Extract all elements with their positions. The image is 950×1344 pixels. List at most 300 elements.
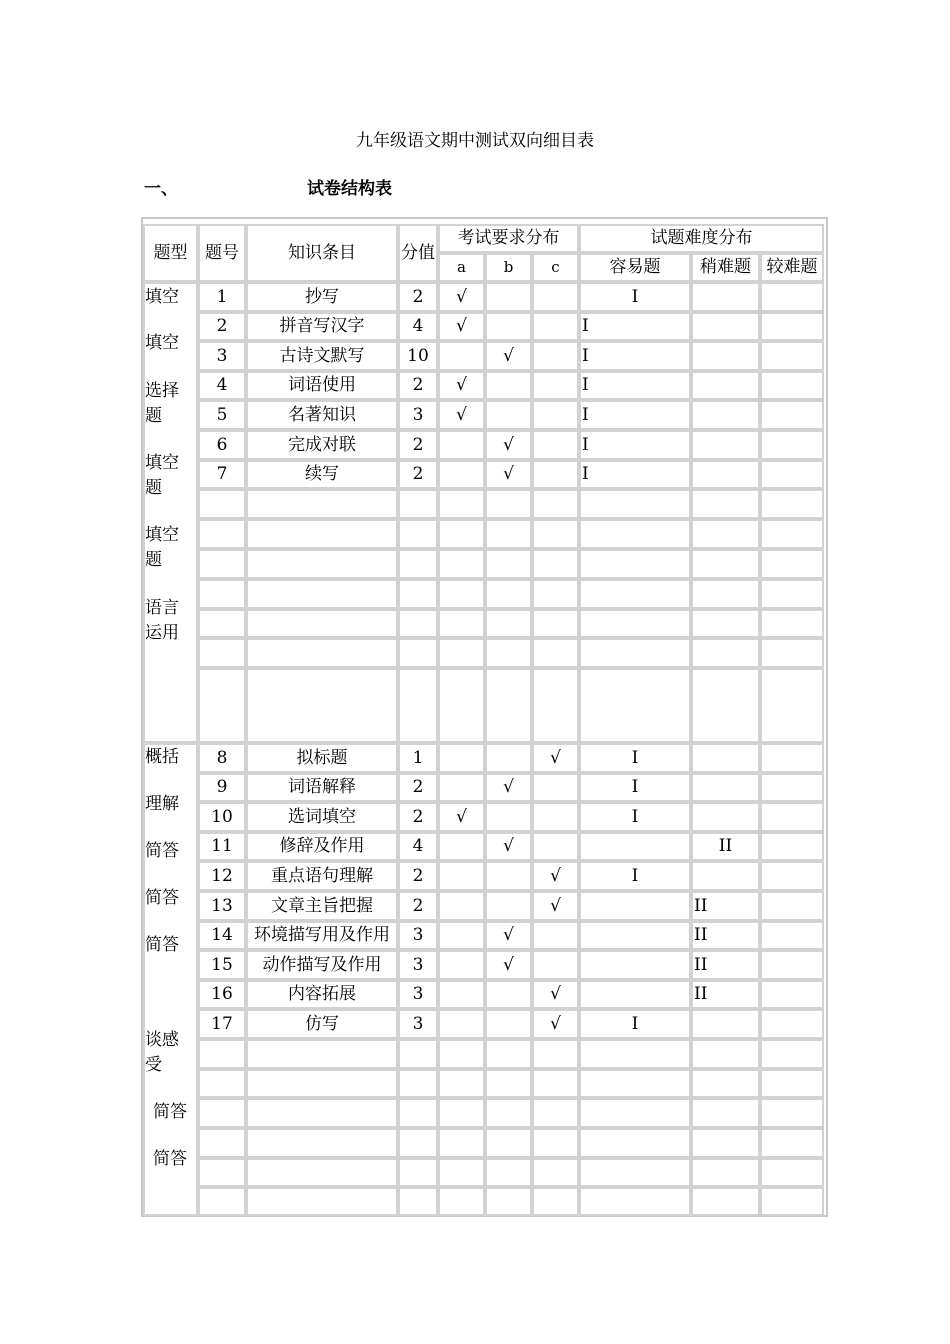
empty-row-p2-4-c: [532, 1158, 579, 1187]
row-5-score: 3: [398, 400, 438, 430]
row-2-b: [485, 312, 532, 341]
row-12-b: [485, 861, 532, 891]
row-12-easy: I: [579, 861, 691, 891]
type-label: [145, 1028, 197, 1078]
empty-row-p2-2-c: [532, 1098, 579, 1128]
row-5-c: [532, 400, 579, 430]
header-score: 分值: [398, 224, 438, 282]
type-label: [145, 745, 197, 770]
row-6-medium: [691, 430, 760, 460]
type-label-line: 简答: [153, 1102, 187, 1122]
empty-row-p2-3-b: [485, 1128, 532, 1158]
empty-row-p1-4-b: [485, 609, 532, 638]
row-10-medium: [691, 802, 760, 832]
row-14-a: [438, 921, 485, 950]
empty-row-p1-4-no: [198, 609, 246, 638]
row-10-a: √: [438, 802, 485, 832]
empty-row-p1-5-no: [198, 638, 246, 668]
empty-row-p2-0-a: [438, 1039, 485, 1069]
empty-row-p2-1-hard: [760, 1069, 824, 1098]
type-label-line: 谈感: [145, 1030, 179, 1050]
row-7-medium: [691, 460, 760, 489]
empty-row-p2-5-no: [198, 1187, 246, 1216]
row-8-no: 8: [198, 743, 246, 773]
empty-row-p1-2-a: [438, 549, 485, 579]
row-7-a: [438, 460, 485, 489]
row-15-no: 15: [198, 950, 246, 980]
row-12-item: 重点语句理解: [246, 861, 398, 891]
empty-row-p1-6-medium: [691, 668, 760, 743]
row-13-item: 文章主旨把握: [246, 891, 398, 921]
row-6-score: 2: [398, 430, 438, 460]
row-7-item: 续写: [246, 460, 398, 489]
empty-row-p1-0-medium: [691, 489, 760, 519]
type-label-line: 简答: [145, 935, 179, 955]
row-16-b: [485, 980, 532, 1009]
row-9-hard: [760, 773, 824, 802]
row-14-hard: [760, 921, 824, 950]
row-2-item: 拼音写汉字: [246, 312, 398, 341]
empty-row-p1-4-a: [438, 609, 485, 638]
row-7-b: √: [485, 460, 532, 489]
row-12-medium: [691, 861, 760, 891]
empty-row-p1-1-item: [246, 519, 398, 549]
empty-row-p1-3-score: [398, 579, 438, 609]
empty-row-p2-0-score: [398, 1039, 438, 1069]
row-11-c: [532, 832, 579, 861]
type-label-line: 语言: [145, 598, 179, 618]
empty-row-p1-1-no: [198, 519, 246, 549]
row-12-score: 2: [398, 861, 438, 891]
empty-row-p1-3-medium: [691, 579, 760, 609]
row-5-no: 5: [198, 400, 246, 430]
empty-row-p1-0-score: [398, 489, 438, 519]
empty-row-p1-6-score: [398, 668, 438, 743]
row-16-easy: [579, 980, 691, 1009]
row-6-c: [532, 430, 579, 460]
empty-row-p2-5-c: [532, 1187, 579, 1216]
empty-row-p1-3-easy: [579, 579, 691, 609]
row-16-a: [438, 980, 485, 1009]
row-1-score: 2: [398, 282, 438, 312]
row-9-b: √: [485, 773, 532, 802]
row-8-medium: [691, 743, 760, 773]
row-1-item: 抄写: [246, 282, 398, 312]
type-label-line: 填空: [145, 525, 179, 545]
row-9-easy: I: [579, 773, 691, 802]
section-title: 试卷结构表: [307, 179, 392, 199]
empty-row-p2-0-easy: [579, 1039, 691, 1069]
header-requirement-group: 考试要求分布: [438, 224, 579, 253]
row-14-score: 3: [398, 921, 438, 950]
row-8-a: [438, 743, 485, 773]
empty-row-p2-4-no: [198, 1158, 246, 1187]
empty-row-p2-5-a: [438, 1187, 485, 1216]
row-13-score: 2: [398, 891, 438, 921]
row-11-no: 11: [198, 832, 246, 861]
empty-row-p1-0-hard: [760, 489, 824, 519]
row-8-c: √: [532, 743, 579, 773]
row-14-c: [532, 921, 579, 950]
row-1-a: √: [438, 282, 485, 312]
row-9-c: [532, 773, 579, 802]
row-15-easy: [579, 950, 691, 980]
empty-row-p2-2-a: [438, 1098, 485, 1128]
row-4-b: [485, 371, 532, 400]
type-label: [153, 1147, 205, 1172]
empty-row-p1-1-medium: [691, 519, 760, 549]
row-1-hard: [760, 282, 824, 312]
empty-row-p1-4-hard: [760, 609, 824, 638]
row-10-hard: [760, 802, 824, 832]
empty-row-p1-0-c: [532, 489, 579, 519]
row-2-score: 4: [398, 312, 438, 341]
row-1-medium: [691, 282, 760, 312]
row-3-hard: [760, 341, 824, 371]
empty-row-p2-5-score: [398, 1187, 438, 1216]
empty-row-p1-2-score: [398, 549, 438, 579]
row-11-hard: [760, 832, 824, 861]
header-difficulty-group: 试题难度分布: [579, 224, 824, 253]
type-label-line: 题: [145, 406, 162, 426]
row-4-a: √: [438, 371, 485, 400]
empty-row-p1-3-c: [532, 579, 579, 609]
row-5-a: √: [438, 400, 485, 430]
row-13-medium: II: [691, 891, 760, 921]
empty-row-p2-4-a: [438, 1158, 485, 1187]
empty-row-p2-4-easy: [579, 1158, 691, 1187]
header-number: 题号: [198, 224, 246, 282]
empty-row-p2-3-easy: [579, 1128, 691, 1158]
row-11-easy: [579, 832, 691, 861]
empty-row-p1-1-b: [485, 519, 532, 549]
empty-row-p2-1-easy: [579, 1069, 691, 1098]
empty-row-p2-3-c: [532, 1128, 579, 1158]
empty-row-p2-1-item: [246, 1069, 398, 1098]
row-9-medium: [691, 773, 760, 802]
row-12-a: [438, 861, 485, 891]
row-7-hard: [760, 460, 824, 489]
header-medium: 稍难题: [691, 253, 760, 282]
row-17-medium: [691, 1009, 760, 1039]
row-11-a: [438, 832, 485, 861]
empty-row-p1-3-a: [438, 579, 485, 609]
row-12-no: 12: [198, 861, 246, 891]
row-8-easy: I: [579, 743, 691, 773]
row-17-c: √: [532, 1009, 579, 1039]
empty-row-p2-1-b: [485, 1069, 532, 1098]
row-17-b: [485, 1009, 532, 1039]
empty-row-p1-3-item: [246, 579, 398, 609]
empty-row-p1-5-easy: [579, 638, 691, 668]
empty-row-p1-2-no: [198, 549, 246, 579]
empty-row-p2-0-hard: [760, 1039, 824, 1069]
empty-row-p1-2-medium: [691, 549, 760, 579]
empty-row-p2-1-c: [532, 1069, 579, 1098]
row-13-a: [438, 891, 485, 921]
type-label: [145, 596, 197, 646]
type-label-line: 运用: [145, 623, 179, 643]
empty-row-p2-3-a: [438, 1128, 485, 1158]
row-7-easy: I: [579, 460, 691, 489]
empty-row-p1-3-b: [485, 579, 532, 609]
row-5-hard: [760, 400, 824, 430]
empty-row-p2-0-b: [485, 1039, 532, 1069]
row-4-medium: [691, 371, 760, 400]
empty-row-p1-6-b: [485, 668, 532, 743]
empty-row-p2-5-medium: [691, 1187, 760, 1216]
row-9-score: 2: [398, 773, 438, 802]
row-16-item: 内容拓展: [246, 980, 398, 1009]
row-13-easy: [579, 891, 691, 921]
empty-row-p1-0-no: [198, 489, 246, 519]
type-label: [145, 379, 197, 429]
row-17-hard: [760, 1009, 824, 1039]
row-16-c: √: [532, 980, 579, 1009]
row-15-item: 动作描写及作用: [246, 950, 398, 980]
row-11-b: √: [485, 832, 532, 861]
empty-row-p1-6-c: [532, 668, 579, 743]
row-3-a: [438, 341, 485, 371]
row-9-no: 9: [198, 773, 246, 802]
row-17-no: 17: [198, 1009, 246, 1039]
empty-row-p2-0-medium: [691, 1039, 760, 1069]
row-4-hard: [760, 371, 824, 400]
row-3-c: [532, 341, 579, 371]
row-6-a: [438, 430, 485, 460]
type-label-line: 简答: [145, 888, 179, 908]
type-label-line: 题: [145, 550, 162, 570]
empty-row-p1-1-c: [532, 519, 579, 549]
row-6-no: 6: [198, 430, 246, 460]
empty-row-p1-4-c: [532, 609, 579, 638]
row-5-item: 名著知识: [246, 400, 398, 430]
row-3-no: 3: [198, 341, 246, 371]
empty-row-p1-2-item: [246, 549, 398, 579]
empty-row-p1-5-c: [532, 638, 579, 668]
empty-row-p1-3-hard: [760, 579, 824, 609]
row-6-b: √: [485, 430, 532, 460]
row-14-item: 环境描写用及作用: [246, 921, 398, 950]
empty-row-p1-5-medium: [691, 638, 760, 668]
row-3-medium: [691, 341, 760, 371]
empty-row-p1-1-hard: [760, 519, 824, 549]
row-11-item: 修辞及作用: [246, 832, 398, 861]
row-1-no: 1: [198, 282, 246, 312]
row-7-no: 7: [198, 460, 246, 489]
type-label-line: 概括: [145, 747, 179, 767]
empty-row-p2-4-hard: [760, 1158, 824, 1187]
empty-row-p2-2-medium: [691, 1098, 760, 1128]
empty-row-p1-1-score: [398, 519, 438, 549]
empty-row-p1-6-item: [246, 668, 398, 743]
row-10-no: 10: [198, 802, 246, 832]
type-label: [153, 1100, 205, 1125]
empty-row-p2-0-no: [198, 1039, 246, 1069]
row-15-hard: [760, 950, 824, 980]
row-8-hard: [760, 743, 824, 773]
type-label-line: 选择: [145, 381, 179, 401]
type-label-line: 题: [145, 478, 162, 498]
document-title: 九年级语文期中测试双向细目表: [356, 131, 594, 151]
type-label-line: 填空: [145, 333, 179, 353]
empty-row-p2-2-hard: [760, 1098, 824, 1128]
row-4-easy: I: [579, 371, 691, 400]
row-13-hard: [760, 891, 824, 921]
empty-row-p2-2-b: [485, 1098, 532, 1128]
type-label-line: 简答: [153, 1149, 187, 1169]
row-10-easy: I: [579, 802, 691, 832]
row-2-hard: [760, 312, 824, 341]
empty-row-p1-5-hard: [760, 638, 824, 668]
row-2-medium: [691, 312, 760, 341]
row-5-easy: I: [579, 400, 691, 430]
header-type: 题型: [143, 224, 198, 282]
empty-row-p1-6-a: [438, 668, 485, 743]
row-12-c: √: [532, 861, 579, 891]
row-13-b: [485, 891, 532, 921]
row-16-hard: [760, 980, 824, 1009]
row-2-a: √: [438, 312, 485, 341]
row-1-b: [485, 282, 532, 312]
header-hard: 较难题: [760, 253, 824, 282]
empty-row-p2-2-item: [246, 1098, 398, 1128]
type-label: [145, 792, 197, 817]
row-8-b: [485, 743, 532, 773]
empty-row-p2-5-hard: [760, 1187, 824, 1216]
row-16-no: 16: [198, 980, 246, 1009]
row-4-no: 4: [198, 371, 246, 400]
empty-row-p2-5-b: [485, 1187, 532, 1216]
empty-row-p1-0-b: [485, 489, 532, 519]
empty-row-p2-2-no: [198, 1098, 246, 1128]
empty-row-p1-4-easy: [579, 609, 691, 638]
row-2-no: 2: [198, 312, 246, 341]
empty-row-p1-0-item: [246, 489, 398, 519]
row-3-b: √: [485, 341, 532, 371]
empty-row-p2-1-medium: [691, 1069, 760, 1098]
row-17-easy: I: [579, 1009, 691, 1039]
row-3-score: 10: [398, 341, 438, 371]
row-16-medium: II: [691, 980, 760, 1009]
empty-row-p2-3-item: [246, 1128, 398, 1158]
empty-row-p1-2-c: [532, 549, 579, 579]
empty-row-p1-5-item: [246, 638, 398, 668]
empty-row-p1-2-easy: [579, 549, 691, 579]
empty-row-p1-0-easy: [579, 489, 691, 519]
empty-row-p2-0-c: [532, 1039, 579, 1069]
empty-row-p1-3-no: [198, 579, 246, 609]
row-3-easy: I: [579, 341, 691, 371]
row-1-easy: I: [579, 282, 691, 312]
empty-row-p1-5-a: [438, 638, 485, 668]
empty-row-p2-5-item: [246, 1187, 398, 1216]
row-13-c: √: [532, 891, 579, 921]
row-10-item: 选词填空: [246, 802, 398, 832]
empty-row-p1-5-score: [398, 638, 438, 668]
row-6-easy: I: [579, 430, 691, 460]
empty-row-p1-1-easy: [579, 519, 691, 549]
header-knowledge: 知识条目: [246, 224, 398, 282]
header-req-c: c: [532, 253, 579, 282]
empty-row-p2-5-easy: [579, 1187, 691, 1216]
empty-row-p2-2-score: [398, 1098, 438, 1128]
row-6-hard: [760, 430, 824, 460]
row-14-no: 14: [198, 921, 246, 950]
row-2-c: [532, 312, 579, 341]
row-17-score: 3: [398, 1009, 438, 1039]
row-8-item: 拟标题: [246, 743, 398, 773]
row-15-b: √: [485, 950, 532, 980]
empty-row-p1-4-score: [398, 609, 438, 638]
row-13-no: 13: [198, 891, 246, 921]
exam-structure-table: [141, 217, 828, 1217]
empty-row-p2-3-medium: [691, 1128, 760, 1158]
empty-row-p2-4-item: [246, 1158, 398, 1187]
header-easy: 容易题: [579, 253, 691, 282]
empty-row-p2-2-easy: [579, 1098, 691, 1128]
row-9-item: 词语解释: [246, 773, 398, 802]
empty-row-p2-3-no: [198, 1128, 246, 1158]
row-8-score: 1: [398, 743, 438, 773]
empty-row-p2-4-medium: [691, 1158, 760, 1187]
row-15-c: [532, 950, 579, 980]
type-label: [145, 331, 197, 356]
empty-row-p2-1-score: [398, 1069, 438, 1098]
empty-row-p2-1-no: [198, 1069, 246, 1098]
empty-row-p2-3-score: [398, 1128, 438, 1158]
empty-row-p1-2-hard: [760, 549, 824, 579]
row-11-medium: II: [691, 832, 760, 861]
row-17-a: [438, 1009, 485, 1039]
empty-row-p1-2-b: [485, 549, 532, 579]
row-11-score: 4: [398, 832, 438, 861]
row-4-item: 词语使用: [246, 371, 398, 400]
row-4-c: [532, 371, 579, 400]
header-req-b: b: [485, 253, 532, 282]
type-label: [145, 839, 197, 864]
row-7-c: [532, 460, 579, 489]
type-label-line: 理解: [145, 794, 179, 814]
empty-row-p2-4-b: [485, 1158, 532, 1187]
row-15-medium: II: [691, 950, 760, 980]
type-label: [145, 886, 197, 911]
row-4-score: 2: [398, 371, 438, 400]
empty-row-p1-6-hard: [760, 668, 824, 743]
row-10-b: [485, 802, 532, 832]
empty-row-p2-4-score: [398, 1158, 438, 1187]
row-16-score: 3: [398, 980, 438, 1009]
empty-row-p1-6-easy: [579, 668, 691, 743]
row-14-b: √: [485, 921, 532, 950]
row-9-a: [438, 773, 485, 802]
row-17-item: 仿写: [246, 1009, 398, 1039]
type-label: [145, 523, 197, 573]
row-5-medium: [691, 400, 760, 430]
row-7-score: 2: [398, 460, 438, 489]
empty-row-p1-4-medium: [691, 609, 760, 638]
row-10-c: [532, 802, 579, 832]
empty-row-p1-0-a: [438, 489, 485, 519]
row-1-c: [532, 282, 579, 312]
empty-row-p1-1-a: [438, 519, 485, 549]
row-2-easy: I: [579, 312, 691, 341]
row-5-b: [485, 400, 532, 430]
type-label-line: 简答: [145, 841, 179, 861]
empty-row-p1-4-item: [246, 609, 398, 638]
type-label: [145, 451, 197, 501]
type-label-line: 填空: [145, 287, 179, 307]
